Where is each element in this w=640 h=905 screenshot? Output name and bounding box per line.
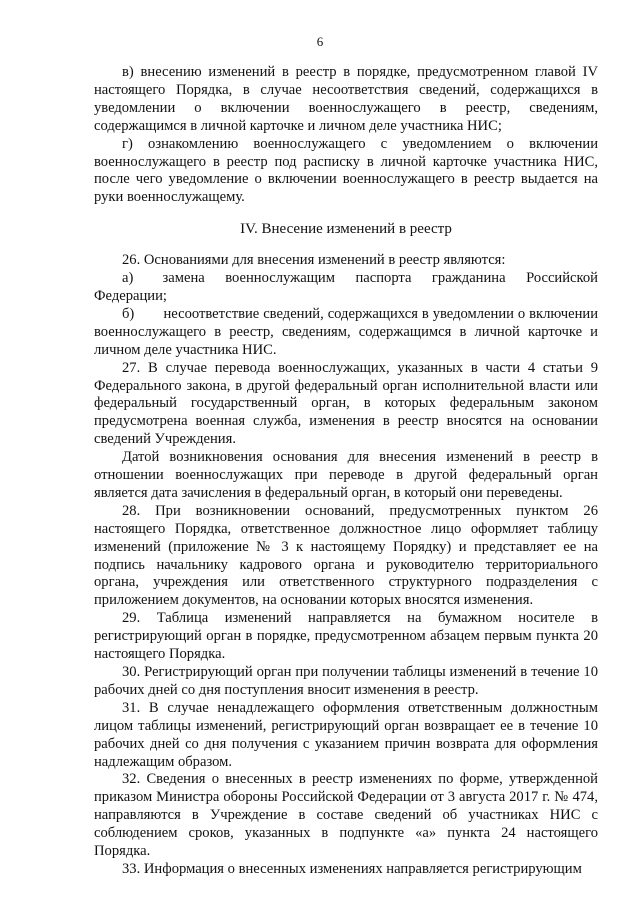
paragraph-33: 33. Информация о внесенных изменениях направляется регистрирующим bbox=[122, 860, 582, 877]
list-item-a: а) замена военнослужащим паспорта гражданина Российской Федерации; bbox=[94, 270, 598, 304]
paragraph-30: 30. Регистрирующий орган при получении таблицы изменений в течение 10 рабочих дней со дня поступления вносит изменения в реестр. bbox=[94, 664, 598, 698]
paragraph-32: 32. Сведения о внесенных в реестр изменениях по форме, утвержденной приказом Министра обороны Российской Федерации от 3 августа 2017 г. № 474, направляются в Учреждение в составе сведений об участниках НИС с соблюдением сроков, указанных в подпункте «а» пункта 24 настоящего Порядка. bbox=[94, 771, 598, 860]
paragraph-29: 29. Таблица изменений направляется на бумажном носителе в регистрирующий орган в порядке, предусмотренном абзацем первым пункта 20 настоящего Порядка. bbox=[94, 610, 598, 663]
list-item-b: б) несоответствие сведений, содержащихся в уведомлении о включении военнослужащего в реестр, сведениям, содержащимся в личной карточке и личном деле участника НИС. bbox=[94, 305, 598, 358]
page-number: 6 bbox=[316, 34, 324, 49]
paragraph-27: 27. В случае перевода военнослужащих, указанных в части 4 статьи 9 Федерального закона, в другой федеральный орган исполнительной власти или федеральный государственный орган, в которых федеральным законом предусмотрена военная служба, изменения в реестр вносятся на основании сведений Учреждения. bbox=[94, 359, 598, 448]
list-item-g: г) ознакомлению военнослужащего с уведомлением о включении военнослужащего в реестр под расписку в личной карточке участника НИС, после чего уведомление о включении военнослужащего в реестр выдается на руки военнослужащему. bbox=[94, 135, 598, 206]
paragraph-31: 31. В случае ненадлежащего оформления ответственным должностным лицом таблицы изменений, регистрирующий орган возвращает ее в течение 10 рабочих дней со дня получения с указанием причин возврата для оформления надлежащим образом. bbox=[94, 699, 598, 770]
paragraph-26: 26. Основаниями для внесения изменений в реестр являются: bbox=[122, 252, 506, 269]
paragraph-28: 28. При возникновении оснований, предусмотренных пунктом 26 настоящего Порядка, ответственное должностное лицо оформляет таблицу изменений (приложение № 3 к настоящему Порядку) и представляет ее на подпись начальнику кадрового органа и руководителю территориального органа, учреждения или ответственного структурного подразделения с приложением документов, на основании которых вносятся изменения. bbox=[94, 502, 598, 609]
section-title: IV. Внесение изменений в реестр bbox=[240, 221, 452, 238]
paragraph-27-cont: Датой возникновения основания для внесения изменений в реестр в отношении военнослужащих при переводе в другой федеральный орган является дата зачисления в федеральный орган, в который они переведены. bbox=[94, 449, 598, 501]
document-body bbox=[94, 64, 598, 879]
list-item-v: в) внесению изменений в реестр в порядке, предусмотренном главой IV настоящего Порядка, в случае несоответствия сведений, содержащихся в уведомлении о включении военнослужащего в реестр, сведениям, содержащимся в личной карточке и личном деле участника НИС; bbox=[94, 64, 598, 134]
